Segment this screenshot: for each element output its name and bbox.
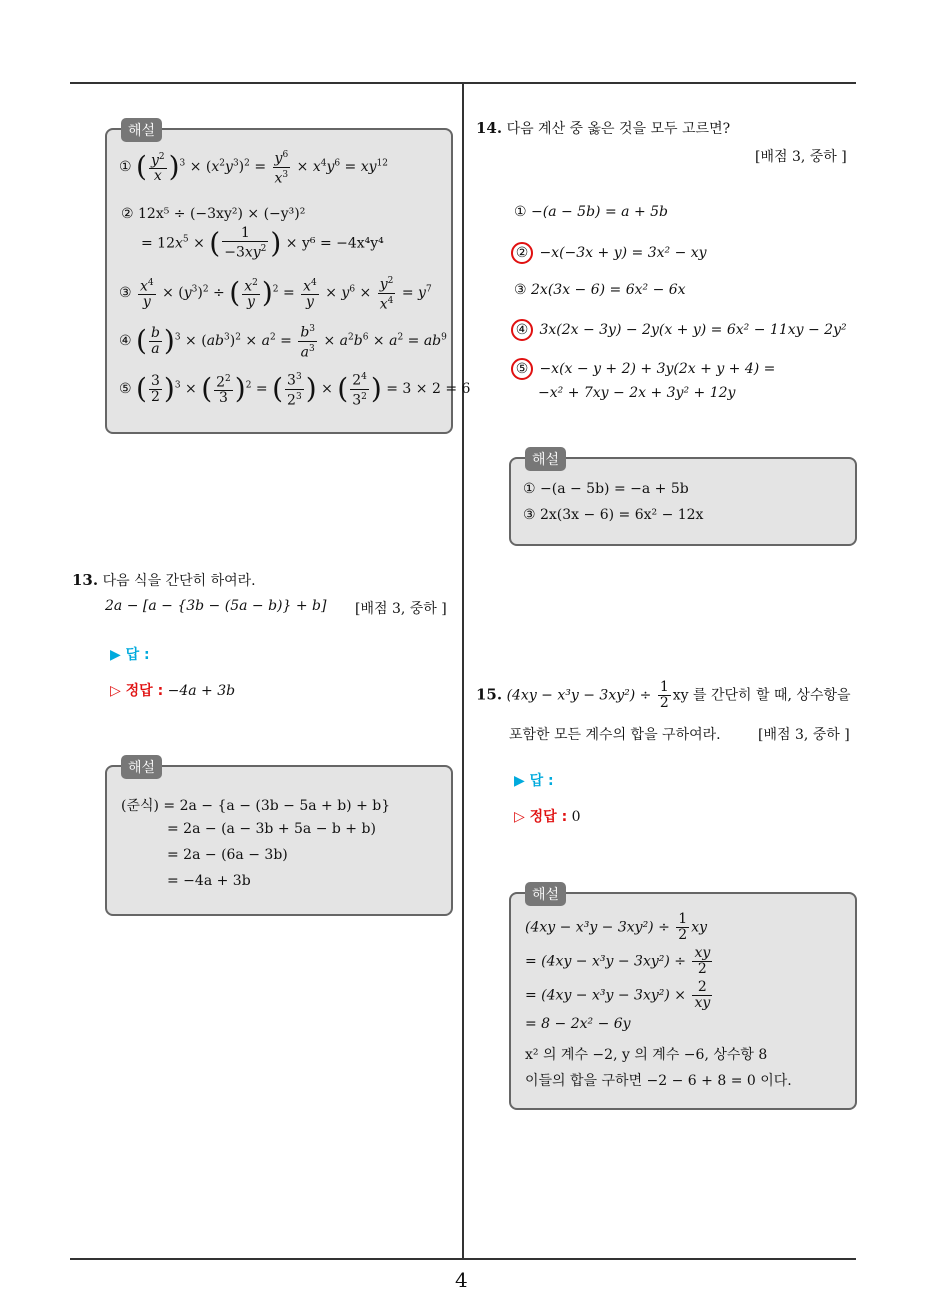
solution-tag: 해설	[121, 755, 162, 779]
solution-box-q12	[105, 123, 471, 434]
q15-prompt-tail: xy 를 간단히 할 때, 상수항을	[672, 687, 851, 704]
q13-correct-value: −4a + 3b	[167, 683, 236, 699]
q15-answer-label: ▶ 답 :	[514, 773, 554, 789]
q14-score: [배점 3, 중하 ]	[755, 149, 847, 165]
q14-number: 14.	[476, 119, 503, 137]
red-circle-mark: ②	[511, 242, 533, 264]
q13-solution-line: = 2a − (a − 3b + 5a − b + b)	[167, 821, 376, 837]
q15-solution-line-5: x² 의 계수 −2, y 의 계수 −6, 상수항 8	[525, 1047, 768, 1063]
solution-line-2a: ② 12x⁵ ÷ (−3xy²) × (−y³)²	[121, 206, 306, 222]
q14-option5-continued: −x² + 7xy − 2x + 3y² + 12y	[538, 385, 736, 401]
q15-number: 15.	[476, 685, 503, 704]
q15-solution-line-2: = (4xy − x³y − 3xy²) ÷ $\frac{xy}{2}$	[525, 945, 711, 977]
column-divider	[462, 82, 464, 1260]
page-number: 4	[455, 1268, 468, 1292]
q14-option: ③ 2x(3x − 6) = 6x² − 6x	[514, 282, 686, 298]
q14-solution-line: ③ 2x(3x − 6) = 6x² − 12x	[523, 507, 704, 523]
q15-solution-line-3: = (4xy − x³y − 3xy²) × $\frac{2}{xy}$	[525, 979, 711, 1011]
q14-prompt: 다음 계산 중 옳은 것을 모두 고르면?	[506, 121, 731, 137]
q14-option-selected: ② −x(−3x + y) = 3x² − xy	[514, 242, 707, 264]
solution-tag: 해설	[525, 447, 566, 471]
q13-solution-line: = −4a + 3b	[167, 873, 251, 889]
q13-solution-line: (준식) = 2a − {a − (3b − 5a + b) + b}	[121, 798, 391, 814]
solution-line-5: ⑤ ( $\frac{3}{2}$ )$^3$ × ( $\frac{2^2}{3}$ )$^2$ = ( $\frac{3^3}{2^3}$ ) × ( $\frac{2^4}{3^2}$ ) = 3 × 2 = 6	[119, 372, 471, 409]
solution-line-2b: = $12x^5$ × ( $\frac{1}{-3xy^2}$ ) × y⁶ = −4x⁴y⁴	[141, 225, 384, 261]
q15-correct-value: 0	[571, 809, 581, 825]
solution-line-1: ① ( $\frac{y^2}{x}$ )$^3 \times (x^2y^3)^2$ = $\frac{y^6}{x^3}$ × $x^4y^6 = xy^{12}$	[119, 150, 389, 187]
solution-tag: 해설	[121, 118, 162, 142]
q15-solution-line-1: (4xy − x³y − 3xy²) ÷ $\frac{1}{2}$ xy	[525, 911, 708, 943]
q15-solution-line-6: 이들의 합을 구하면 −2 − 6 + 8 = 0 이다.	[525, 1073, 792, 1089]
solution-line-3: ③ $\frac{x^4}{y}$ × $(y^3)^2$ ÷ ( $\frac{x^2}{y}$ )$^2$ = $\frac{x^4}{y}$ × $y^6$ × $\frac{y^2}{x^4}$ = $y^7$	[119, 276, 432, 313]
q14-option-selected: ⑤ −x(x − y + 2) + 3y(2x + y + 4) =	[514, 358, 775, 380]
q13-expression: 2a − [a − {3b − (5a − b)} + b]	[105, 598, 327, 614]
q13-correct	[110, 680, 235, 700]
q15-prompt-head: (4xy − x³y − 3xy²) ÷	[506, 687, 652, 704]
solution-tag: 해설	[525, 882, 566, 906]
q14-header	[476, 118, 730, 138]
solution-line-4: ④ ( $\frac{b}{a}$ )$^3 \times (ab^3)^2 \times a^2$ = $\frac{b^3}{a^3}$ × $a^2b^6 \times a^2 = ab^9$	[119, 324, 447, 361]
q13-number: 13.	[72, 571, 99, 589]
q15-correct	[514, 806, 581, 826]
q15-header: 15. (4xy − x³y − 3xy²) ÷ $\frac{1}{2}$ xy 를 간단히 할 때, 상수항을	[476, 679, 851, 711]
q14-option: ① −(a − 5b) = a + 5b	[514, 204, 668, 220]
q15-score: [배점 3, 중하 ]	[758, 727, 850, 743]
red-circle-mark: ⑤	[511, 358, 533, 380]
q13-header	[72, 570, 256, 590]
q15-prompt-line2: 포함한 모든 계수의 합을 구하여라.	[509, 727, 721, 743]
bottom-rule	[70, 1258, 856, 1260]
q13-correct-label: ▷ 정답 :	[110, 683, 164, 699]
q15-correct-label: ▷ 정답 :	[514, 809, 568, 825]
q13-solution-line: = 2a − (6a − 3b)	[167, 847, 288, 863]
q15-solution-line-4: = 8 − 2x² − 6y	[525, 1016, 631, 1032]
q13-score: [배점 3, 중하 ]	[355, 601, 447, 617]
red-circle-mark: ④	[511, 319, 533, 341]
solution-box-q13	[105, 760, 453, 916]
q14-solution-line: ① −(a − 5b) = −a + 5b	[523, 481, 689, 497]
solution-box-q14	[509, 452, 857, 546]
q13-prompt: 다음 식을 간단히 하여라.	[102, 573, 256, 589]
solution-box-q15	[509, 887, 857, 1110]
q14-option-selected: ④ 3x(2x − 3y) − 2y(x + y) = 6x² − 11xy − 2y²	[514, 319, 847, 341]
q13-answer-label: ▶ 답 :	[110, 647, 150, 663]
